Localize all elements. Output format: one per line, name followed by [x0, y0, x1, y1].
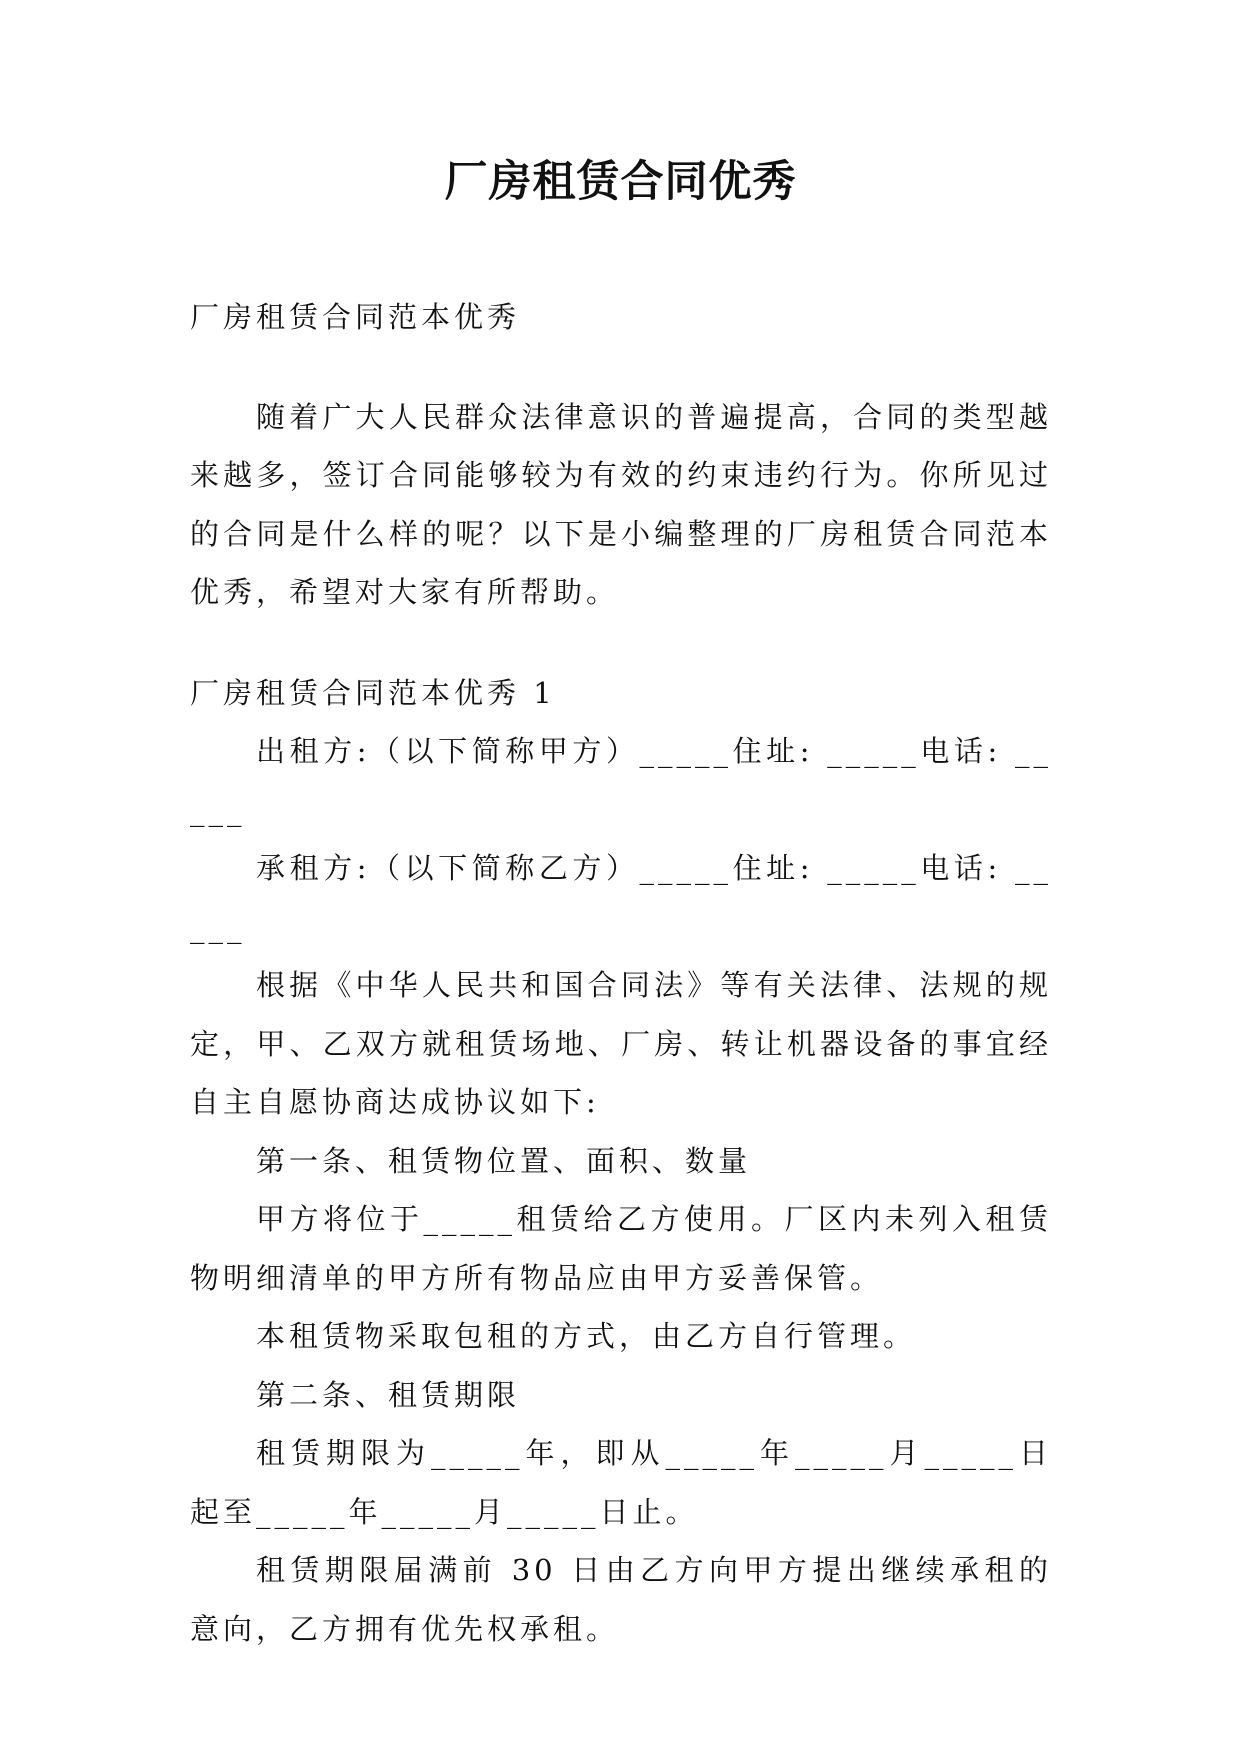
- section-title: 厂房租赁合同范本优秀 1: [190, 675, 556, 710]
- document-body: [190, 288, 1052, 1658]
- intro-paragraph: 随着广大人民群众法律意识的普遍提高，合同的类型越来越多，签订合同能够较为有效的约束违约行为。你所见过的合同是什么样的呢？以下是小编整理的厂房租赁合同范本优秀，希望对大家有所帮助。: [190, 399, 1052, 609]
- article-one-heading: 第一条、租赁物位置、面积、数量: [256, 1143, 752, 1178]
- document-title: 厂房租赁合同优秀: [444, 157, 797, 207]
- lessor-info-line: 出租方:（以下简称甲方）_____住址: _____电话: _____: [190, 734, 1052, 827]
- legal-basis-paragraph: 根据《中华人民共和国合同法》等有关法律、法规的规定，甲、乙双方就租赁场地、厂房、转让机器设备的事宜经自主自愿协商达成协议如下:: [190, 968, 1052, 1119]
- lease-management-paragraph: 本租赁物采取包租的方式，由乙方自行管理。: [256, 1319, 917, 1353]
- lessee-info-line: 承租方:（以下简称乙方）_____住址: _____电话: _____: [190, 851, 1052, 944]
- article-two-heading: 第二条、租赁期限: [256, 1377, 521, 1412]
- document-subtitle: 厂房租赁合同范本优秀: [190, 300, 521, 334]
- renewal-paragraph: 租赁期限届满前 30 日由乙方向甲方提出继续承租的意向，乙方拥有优先权承租。: [190, 1553, 1052, 1646]
- lease-location-paragraph: 甲方将位于_____租赁给乙方使用。厂区内未列入租赁物明细清单的甲方所有物品应由甲方妥善保管。: [190, 1202, 1052, 1295]
- lease-term-paragraph: 租赁期限为_____年，即从_____年_____月_____日起至_____年_____月_____日止。: [190, 1436, 1052, 1529]
